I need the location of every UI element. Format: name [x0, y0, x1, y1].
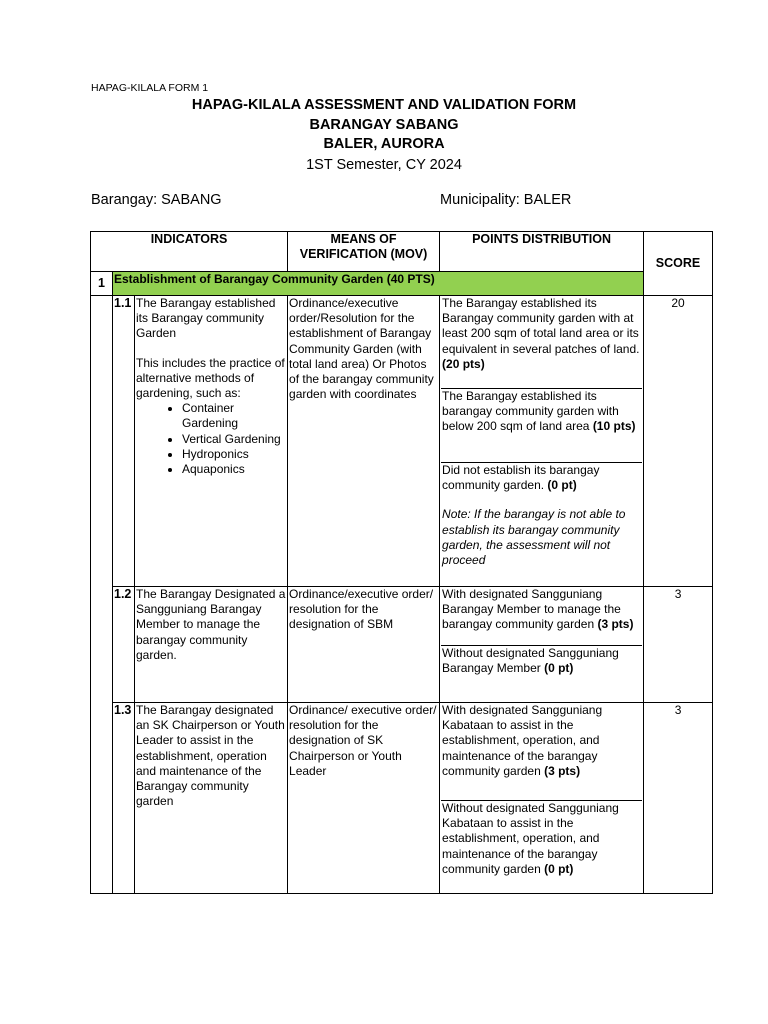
points-option: Did not establish its barangay community garden. (0 pt) Note: If the barangay is not able to establish its barangay community garden, the assessment will not proceed	[441, 463, 642, 568]
points-option: The Barangay established its Barangay community garden with at least 200 sqm of total land area or its equivalent in several patches of land. (20 pts)	[441, 296, 642, 389]
indicator-text: The Barangay established its Barangay community Garden	[136, 296, 276, 341]
list-item: • Hydroponics	[182, 447, 286, 462]
form-label: HAPAG-KILALA FORM 1	[91, 82, 209, 94]
indicator-cell	[135, 296, 288, 587]
section-title: Establishment of Barangay Community Garden (40 PTS)	[113, 272, 644, 296]
table-row	[91, 703, 713, 894]
indicator-number: 1.3	[113, 703, 135, 894]
points-option: Without designated Sangguniang Kabataan to assist in the establishment, operation, and maintenance of the barangay community garden (0 pt)	[442, 801, 619, 876]
assessment-table	[90, 231, 713, 894]
gardening-methods-list	[136, 401, 286, 477]
semester-heading: 1ST Semester, CY 2024	[306, 156, 462, 173]
indicator-extra: This includes the practice of alternative methods of gardening, such as:	[136, 355, 285, 401]
section-row	[91, 272, 713, 296]
points-cell	[440, 703, 644, 894]
location-heading: BALER, AURORA	[323, 136, 445, 152]
mov-text: Ordinance/ executive order/ resolution for the designation of SK Chairperson or Youth Leader	[288, 703, 440, 894]
points-option: The Barangay established its barangay community garden with below 200 sqm of land area (10 pts)	[441, 389, 642, 463]
table-header-row	[91, 232, 713, 272]
form-title: HAPAG-KILALA ASSESSMENT AND VALIDATION FORM	[191, 97, 577, 113]
assessment-note: Note: If the barangay is not able to establish its barangay community garden, the assessment will not proceed	[442, 507, 626, 568]
score-value: 20	[644, 296, 713, 587]
list-item: • Container Gardening	[182, 401, 286, 431]
table-row	[91, 296, 713, 587]
points-option: With designated Sangguniang Kabataan to assist in the establishment, operation, and maintenance of the barangay community garden (3 pts)	[441, 703, 642, 801]
header-indicators: INDICATORS	[91, 232, 288, 272]
section-spacer	[91, 296, 113, 894]
score-value: 3	[644, 587, 713, 703]
points-cell	[440, 296, 644, 587]
list-item: • Aquaponics	[182, 462, 286, 477]
list-item: • Vertical Gardening	[182, 432, 286, 447]
indicator-text: The Barangay designated an SK Chairperson or Youth Leader to assist in the establishment, operation and maintenance of the Barangay community garden	[135, 703, 288, 894]
municipality-field: Municipality: BALER	[440, 192, 572, 208]
header-score: SCORE	[644, 232, 713, 296]
barangay-field: Barangay: SABANG	[91, 192, 222, 208]
section-number: 1	[91, 272, 113, 296]
table-row	[91, 587, 713, 703]
mov-text: Ordinance/executive order/Resolution for the establishment of Barangay Community Garden (with total land area) Or Photos of the barangay community garden with coordinates	[288, 296, 440, 587]
indicator-number: 1.1	[113, 296, 135, 587]
indicator-number: 1.2	[113, 587, 135, 703]
mov-text: Ordinance/executive order/ resolution for the designation of SBM	[288, 587, 440, 703]
header-mov: MEANS OF VERIFICATION (MOV)	[288, 232, 440, 272]
document-header	[0, 96, 768, 175]
points-option: With designated Sangguniang Barangay Member to manage the barangay community garden (3 pts)	[441, 587, 642, 646]
barangay-heading: BARANGAY SABANG	[309, 116, 459, 133]
points-cell	[440, 587, 644, 703]
score-value: 3	[644, 703, 713, 894]
header-points: POINTS DISTRIBUTION	[440, 232, 644, 272]
points-option: Without designated Sangguniang Barangay Member (0 pt)	[442, 646, 619, 676]
indicator-text: The Barangay Designated a Sangguniang Barangay Member to manage the barangay community garden.	[135, 587, 288, 703]
